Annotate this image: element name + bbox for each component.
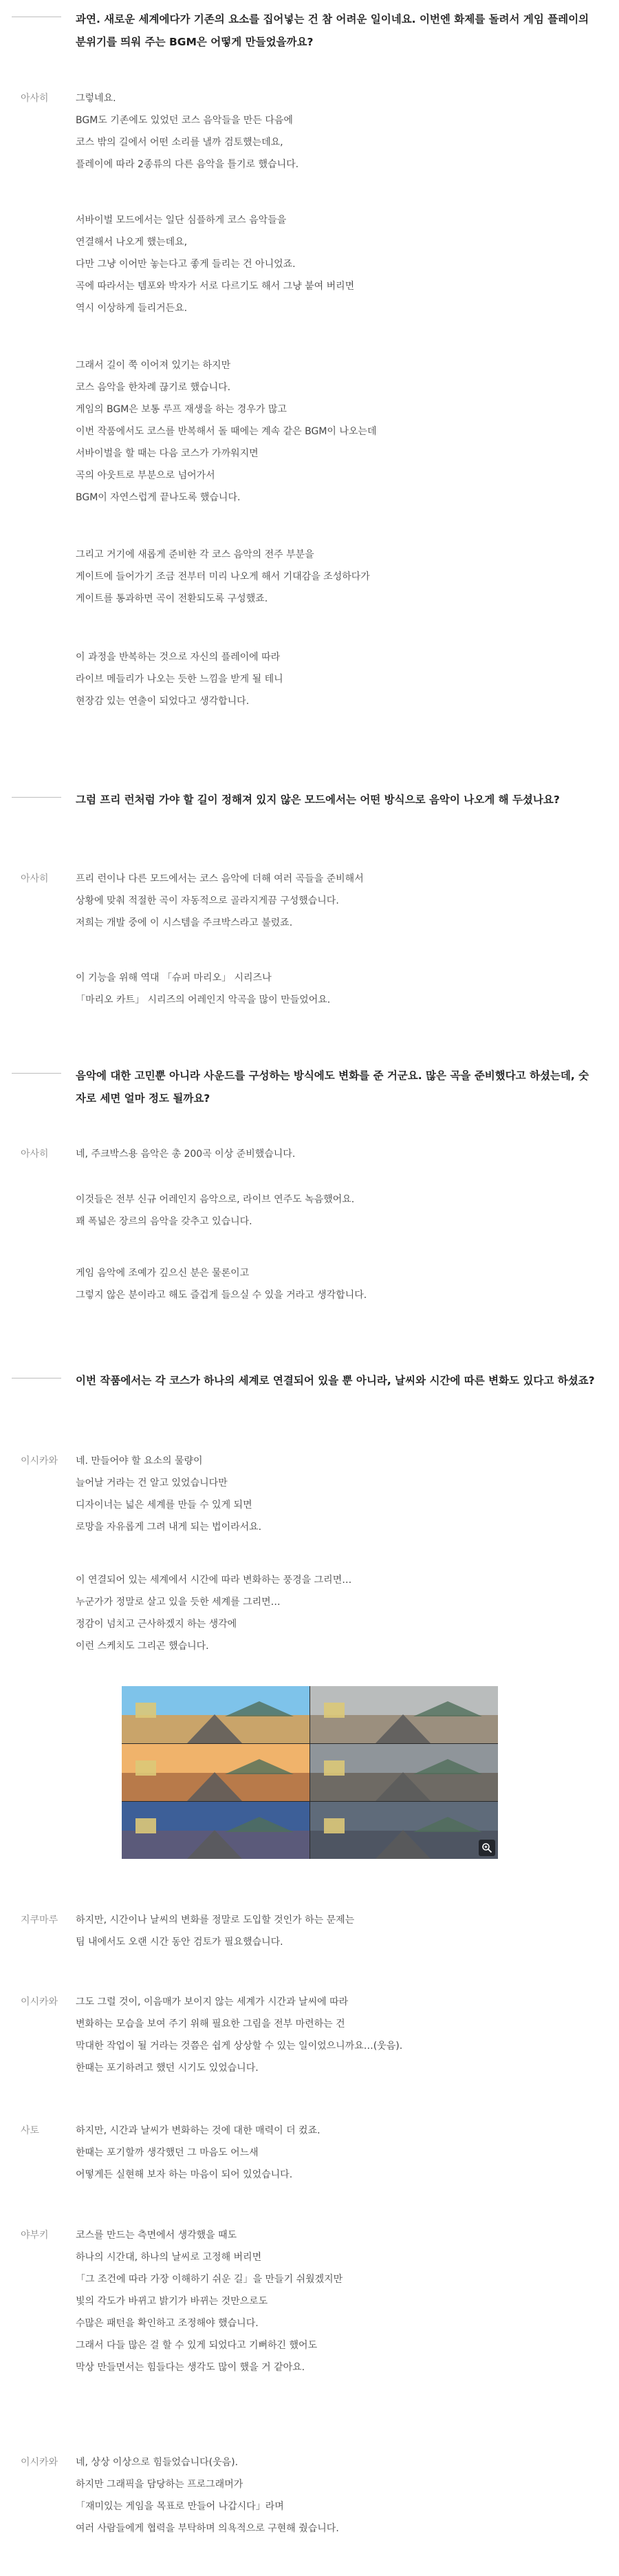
speaker-name: 아사히 [21, 93, 49, 104]
question-divider [12, 1073, 61, 1074]
answer-line: 게임의 BGM은 보통 루프 재생을 하는 경우가 많고 [76, 404, 287, 415]
answer-line: 누군가가 정말로 살고 있을 듯한 세계를 그리면… [76, 1597, 281, 1608]
speaker-name: 이시카와 [21, 2457, 58, 2468]
speaker-name: 사토 [21, 2125, 40, 2136]
answer-paragraph [76, 868, 598, 934]
answer-line: 변화하는 모습을 보여 주기 위해 필요한 그림을 전부 마련하는 건 [76, 2019, 345, 2030]
speaker-name: 이시카와 [21, 1456, 58, 1467]
answer-line: 막상 만들면서는 힘들다는 생각도 많이 했을 거 같아요. [76, 2362, 305, 2373]
answer-line: 어떻게든 실현해 보자 하는 마음이 되어 있었습니다. [76, 2169, 293, 2180]
answer-line: 상황에 맞춰 적절한 곡이 자동적으로 골라지게끔 구성했습니다. [76, 895, 339, 906]
answer-paragraph [76, 1450, 598, 1538]
answer-paragraph [76, 544, 598, 610]
speaker-name: 아사히 [21, 1149, 49, 1160]
answer-line: 코스를 만드는 측면에서 생각했을 때도 [76, 2230, 237, 2241]
question-text: 음악에 대한 고민뿐 아니라 사운드를 구성하는 방식에도 변화를 준 거군요. 많은 곡을 준비했다고 하셨는데, 숫자로 세면 얼마 정도 될까요? [76, 1069, 589, 1105]
answer-line: 빛의 각도가 바뀌고 밝기가 바뀌는 것만으로도 [76, 2296, 268, 2307]
answer-line: 이것들은 전부 신규 어레인지 음악으로, 라이브 연주도 녹음했어요. [76, 1194, 355, 1205]
answer-line: 이번 작품에서도 코스를 반복해서 돌 때에는 계속 같은 BGM이 나오는데 [76, 426, 377, 437]
speaker-name: 지쿠마루 [21, 1915, 58, 1926]
answer-line: BGM이 자연스럽게 끝나도록 했습니다. [76, 492, 241, 503]
question-text: 그럼 프리 런처럼 가야 할 길이 정해져 있지 않은 모드에서는 어떤 방식으로 음악이 나오게 해 두셨나요? [76, 794, 560, 806]
answer-line: 현장감 있는 연출이 되었다고 생각합니다. [76, 696, 250, 707]
answer-line: 디자이너는 넓은 세계를 만들 수 있게 되면 [76, 1500, 252, 1511]
sketch-tile [310, 1802, 498, 1859]
answer-paragraph [76, 1189, 598, 1233]
answer-line: 연결해서 나오게 했는데요, [76, 237, 188, 248]
answer-paragraph [76, 2451, 598, 2540]
answer-line: 라이브 메들리가 나오는 듯한 느낌을 받게 될 테니 [76, 674, 283, 685]
answer-paragraph [76, 1262, 598, 1306]
sketch-tile [122, 1686, 310, 1743]
weather-time-sketch-image[interactable] [122, 1686, 498, 1859]
answer-line: 그도 그럴 것이, 이음매가 보이지 않는 세계가 시간과 날씨에 따라 [76, 1997, 349, 2008]
answer-line: 그렇지 않은 분이라고 해도 즐겁게 들으실 수 있을 거라고 생각합니다. [76, 1290, 367, 1301]
sketch-tile [310, 1744, 498, 1801]
answer-line: 꽤 폭넓은 장르의 음악을 갖추고 있습니다. [76, 1216, 252, 1227]
sketch-tile [122, 1802, 310, 1859]
answer-line: 로망을 자유롭게 그려 내게 되는 법이라서요. [76, 1522, 262, 1533]
answer-line: 이 기능을 위해 역대 「슈퍼 마리오」 시리즈나 [76, 972, 272, 983]
answer-line: 하지만, 시간이나 날씨의 변화를 정말로 도입할 것인가 하는 문제는 [76, 1915, 355, 1926]
answer-line: 네. 만들어야 할 요소의 물량이 [76, 1456, 203, 1467]
answer-paragraph [76, 87, 598, 175]
answer-paragraph [76, 646, 598, 712]
answer-line: 한때는 포기할까 생각했던 그 마음도 어느새 [76, 2147, 259, 2158]
answer-line: 그리고 거기에 새롭게 준비한 각 코스 음악의 전주 부분을 [76, 549, 314, 560]
answer-line: 프리 런이나 다른 모드에서는 코스 음악에 더해 여러 곡들을 준비해서 [76, 873, 364, 884]
answer-paragraph [76, 1143, 598, 1165]
answer-line: 그렇네요. [76, 93, 116, 104]
answer-line: 정감이 넘치고 근사하겠지 하는 생각에 [76, 1619, 237, 1630]
answer-line: 하지만 그래픽을 담당하는 프로그래머가 [76, 2479, 243, 2490]
answer-line: 수많은 패턴을 확인하고 조정해야 했습니다. [76, 2318, 259, 2329]
answer-line: 게임 음악에 조예가 깊으신 분은 물론이고 [76, 1268, 250, 1279]
answer-line: 늘어날 거라는 건 알고 있었습니다만 [76, 1478, 228, 1489]
question-divider [12, 1378, 61, 1379]
answer-line: 곡의 아웃트로 부분으로 넘어가서 [76, 470, 215, 481]
question-divider [12, 797, 61, 798]
answer-line: 플레이에 따라 2종류의 다른 음악을 틀기로 했습니다. [76, 159, 299, 170]
answer-paragraph [76, 1909, 598, 1953]
answer-line: 서바이벌 모드에서는 일단 심플하게 코스 음악들을 [76, 215, 287, 226]
sketch-tile [122, 1744, 310, 1801]
answer-paragraph [76, 1991, 598, 2079]
answer-line: 이 과정을 반복하는 것으로 자신의 플레이에 따라 [76, 652, 281, 663]
answer-line: 저희는 개발 중에 이 시스템을 주크박스라고 불렀죠. [76, 917, 293, 928]
answer-line: 한때는 포기하려고 했던 시기도 있었습니다. [76, 2063, 259, 2074]
answer-paragraph [76, 209, 598, 319]
answer-line: 하지만, 시간과 날씨가 변화하는 것에 대한 매력이 더 컸죠. [76, 2125, 321, 2136]
answer-line: 곡에 따라서는 템포와 박자가 서로 다르기도 해서 그냥 붙여 버리면 [76, 281, 355, 292]
sketch-tile [310, 1686, 498, 1743]
answer-line: 「재미있는 게임을 목표로 만들어 나갑시다」라며 [76, 2501, 284, 2512]
speaker-name: 이시카와 [21, 1997, 58, 2008]
answer-line: 그래서 다들 많은 걸 할 수 있게 되었다고 기뻐하긴 했어도 [76, 2340, 318, 2351]
answer-paragraph [76, 967, 598, 1011]
answer-line: 네, 상상 이상으로 힘들었습니다(웃음). [76, 2457, 239, 2468]
answer-line: 게이트에 들어가기 조금 전부터 미리 나오게 해서 기대감을 조성하다가 [76, 571, 370, 582]
answer-line: 코스 밖의 길에서 어떤 소리를 낼까 검토했는데요, [76, 137, 283, 148]
answer-line: 여러 사람들에게 협력을 부탁하며 의욕적으로 구현해 줬습니다. [76, 2523, 339, 2534]
answer-line: 역시 이상하게 들리거든요. [76, 303, 188, 314]
question-text: 과연. 새로운 세계에다가 기존의 요소를 집어넣는 건 참 어려운 일이네요. 이번엔 화제를 돌려서 게임 플레이의 분위기를 띄워 주는 BGM은 어떻게 만들었을까요? [76, 13, 589, 48]
answer-paragraph [76, 2224, 598, 2378]
answer-line: 이런 스케치도 그리곤 했습니다. [76, 1641, 209, 1652]
question-text: 이번 작품에서는 각 코스가 하나의 세계로 연결되어 있을 뿐 아니라, 날씨와 시간에 따른 변화도 있다고 하셨죠? [76, 1374, 595, 1387]
answer-line: BGM도 기존에도 있었던 코스 음악들을 만든 다음에 [76, 115, 293, 126]
answer-line: 게이트를 통과하면 곡이 전환되도록 구성했죠. [76, 593, 268, 604]
answer-line: 「그 조건에 따라 가장 이해하기 쉬운 길」을 만들기 쉬웠겠지만 [76, 2274, 343, 2285]
answer-line: 「마리오 카트」 시리즈의 어레인지 악곡을 많이 만들었어요. [76, 994, 331, 1005]
answer-paragraph [76, 1569, 598, 1657]
answer-line: 하나의 시간대, 하나의 날씨로 고정해 버리면 [76, 2252, 262, 2263]
answer-line: 코스 음악을 한차례 끊기로 했습니다. [76, 382, 231, 393]
answer-line: 서바이벌을 할 때는 다음 코스가 가까워지면 [76, 448, 259, 459]
answer-line: 막대한 작업이 될 거라는 것쯤은 쉽게 상상할 수 있는 일이었으니까요…(웃음). [76, 2041, 403, 2052]
answer-line: 다만 그냥 이어만 놓는다고 좋게 들리는 건 아니었죠. [76, 259, 296, 270]
answer-line: 팀 내에서도 오랜 시간 동안 검토가 필요했습니다. [76, 1937, 283, 1948]
speaker-name: 아사히 [21, 873, 49, 884]
answer-line: 네, 주크박스용 음악은 총 200곡 이상 준비했습니다. [76, 1149, 296, 1160]
speaker-name: 야부키 [21, 2230, 49, 2241]
answer-line: 이 연결되어 있는 세계에서 시간에 따라 변화하는 풍경을 그리면… [76, 1575, 352, 1586]
answer-line: 그래서 길이 쭉 이어져 있기는 하지만 [76, 360, 231, 371]
zoom-icon[interactable] [479, 1840, 495, 1856]
answer-paragraph [76, 2120, 598, 2186]
answer-paragraph [76, 354, 598, 509]
